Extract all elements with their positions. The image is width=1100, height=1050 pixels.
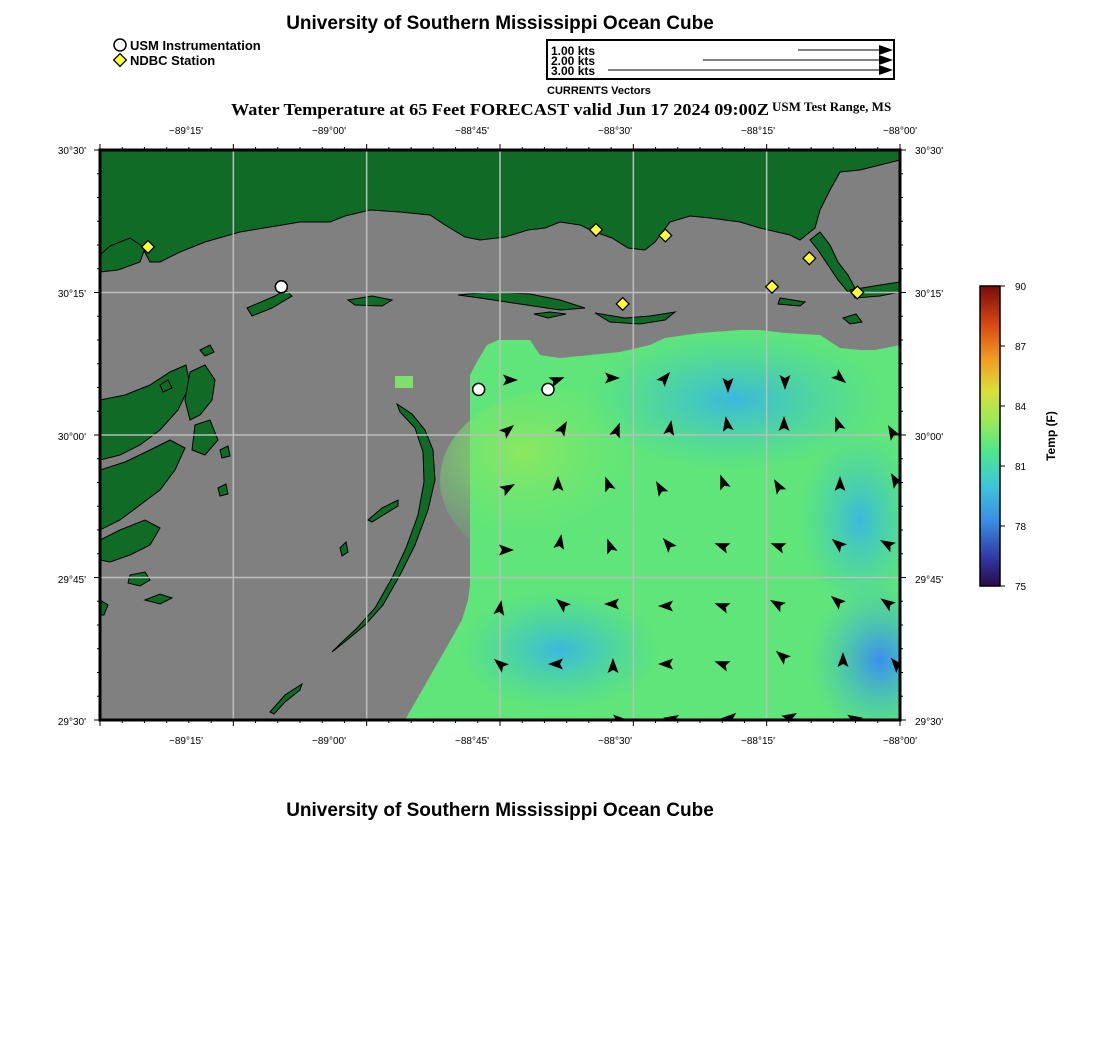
lon-label-top-0: −89°15'	[169, 126, 203, 137]
figure-title: University of Southern Mississippi Ocean Cube	[286, 13, 714, 34]
colorbar-label-81: 81	[1015, 462, 1027, 473]
lon-label-bottom-5: −88°00'	[883, 736, 917, 747]
lon-labels-bottom	[169, 736, 917, 747]
lon-label-top-2: −88°45'	[455, 126, 489, 137]
colorbar-label-84: 84	[1015, 402, 1027, 413]
lon-labels-top	[169, 126, 917, 137]
region-label: USM Test Range, MS	[772, 99, 892, 114]
lat-label-left-3: 29°45'	[57, 575, 86, 586]
map-subtitle: Water Temperature at 65 Feet FORECAST valid Jun 17 2024 09:00Z	[231, 100, 769, 119]
lon-label-bottom-0: −89°15'	[169, 736, 203, 747]
lat-label-right-1: 30°15'	[915, 289, 944, 300]
lat-labels-left	[58, 146, 86, 728]
colorbar-label-78: 78	[1015, 522, 1027, 533]
lat-label-right-4: 29°30'	[915, 717, 944, 728]
lat-label-left-4: 29°30'	[57, 717, 86, 728]
lon-label-top-3: −88°30'	[598, 126, 632, 137]
lon-label-bottom-3: −88°30'	[598, 736, 632, 747]
cold-core-southeast	[810, 580, 950, 740]
usm-station-marker	[542, 383, 554, 395]
vector-key-label-3: 3.00 kts	[551, 64, 596, 78]
footer-title: University of Southern Mississippi Ocean Cube	[286, 800, 714, 821]
usm-legend-label: USM Instrumentation	[130, 38, 261, 53]
colorbar	[980, 282, 1058, 593]
ndbc-legend-marker	[114, 54, 127, 67]
usm-station-marker	[275, 281, 287, 293]
cool-core-east	[800, 430, 920, 610]
colorbar-label-87: 87	[1015, 342, 1027, 353]
lat-label-right-3: 29°45'	[915, 575, 944, 586]
vector-key-caption: CURRENTS Vectors	[547, 85, 651, 97]
lat-label-left-2: 30°00'	[57, 432, 86, 443]
lat-label-right-0: 30°30'	[915, 146, 944, 157]
lon-label-top-5: −88°00'	[883, 126, 917, 137]
lon-label-top-1: −89°00'	[312, 126, 346, 137]
vector-key-label-1: 1.00 kts	[551, 44, 596, 58]
usm-station-marker	[473, 383, 485, 395]
lat-label-right-2: 30°00'	[915, 432, 944, 443]
cool-core-south	[460, 590, 660, 710]
colorbar-label-90: 90	[1015, 282, 1027, 293]
colorbar-title: Temp (F)	[1044, 411, 1058, 461]
ndbc-legend-label: NDBC Station	[130, 53, 216, 68]
lat-labels-right	[915, 146, 943, 728]
colorbar-label-75: 75	[1015, 582, 1027, 593]
map-panel	[100, 150, 950, 740]
lon-label-bottom-2: −88°45'	[455, 736, 489, 747]
station-legend	[114, 38, 261, 68]
vector-key	[547, 40, 894, 97]
lon-label-bottom-4: −88°15'	[741, 736, 775, 747]
vector-key-label-2: 2.00 kts	[551, 54, 596, 68]
lon-label-bottom-1: −89°00'	[312, 736, 346, 747]
lat-label-left-0: 30°30'	[57, 146, 86, 157]
lat-label-left-1: 30°15'	[57, 289, 86, 300]
nearshore-warm-patch	[395, 376, 413, 388]
colorbar-ramp	[980, 286, 1000, 586]
usm-legend-marker	[114, 39, 126, 51]
lon-label-top-4: −88°15'	[741, 126, 775, 137]
